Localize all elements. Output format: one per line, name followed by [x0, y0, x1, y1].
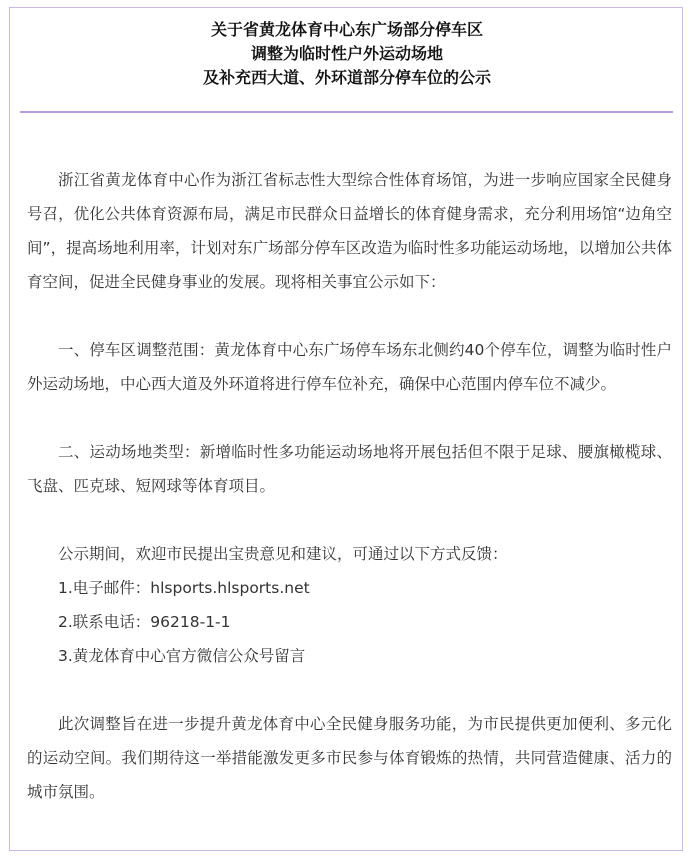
title-divider	[20, 111, 673, 113]
feedback-intro: 公示期间，欢迎市民提出宝贵意见和建议，可通过以下方式反馈：	[58, 545, 508, 563]
section-2-paragraph: 二、运动场地类型：新增临时性多功能运动场地将开展包括但不限于足球、腰旗橄榄球、飞盘、匹克球、短网球等体育项目。	[27, 443, 672, 495]
feedback-phone: 2.联系电话：96218-1-1	[58, 613, 231, 631]
spacer	[27, 299, 672, 333]
title-line-1: 关于省黄龙体育中心东广场部分停车区	[210, 20, 483, 39]
spacer	[27, 503, 672, 537]
spacer	[27, 673, 672, 707]
feedback-wechat: 3.黄龙体育中心官方微信公众号留言	[58, 647, 306, 665]
title-line-3: 及补充西大道、外环道部分停车位的公示	[202, 68, 491, 87]
notice-title	[10, 18, 684, 90]
spacer	[27, 401, 672, 435]
title-line-2: 调整为临时性户外运动场地	[250, 44, 443, 63]
section-1-paragraph: 一、停车区调整范围：黄龙体育中心东广场停车场东北侧约40个停车位，调整为临时性户外运动场地，中心西大道及外环道将进行停车位补充，确保中心范围内停车位不减少。	[27, 341, 672, 393]
closing-paragraph: 此次调整旨在进一步提升黄龙体育中心全民健身服务功能，为市民提供更加便利、多元化的运动空间。我们期待这一举措能激发更多市民参与体育锻炼的热情，共同营造健康、活力的城市氛围。	[27, 715, 672, 801]
intro-paragraph: 浙江省黄龙体育中心作为浙江省标志性大型综合性体育场馆，为进一步响应国家全民健身号召，优化公共体育资源布局，满足市民群众日益增长的体育健身需求，充分利用场馆“边角空间”，提高场地利用率，计划对东广场部分停车区改造为临时性多功能运动场地，以增加公共体育空间，促进全民健身事业的发展。现将相关事宜公示如下：	[27, 171, 672, 291]
notice-body	[27, 163, 672, 809]
feedback-email: 1.电子邮件：hlsports.hlsports.net	[58, 579, 310, 597]
